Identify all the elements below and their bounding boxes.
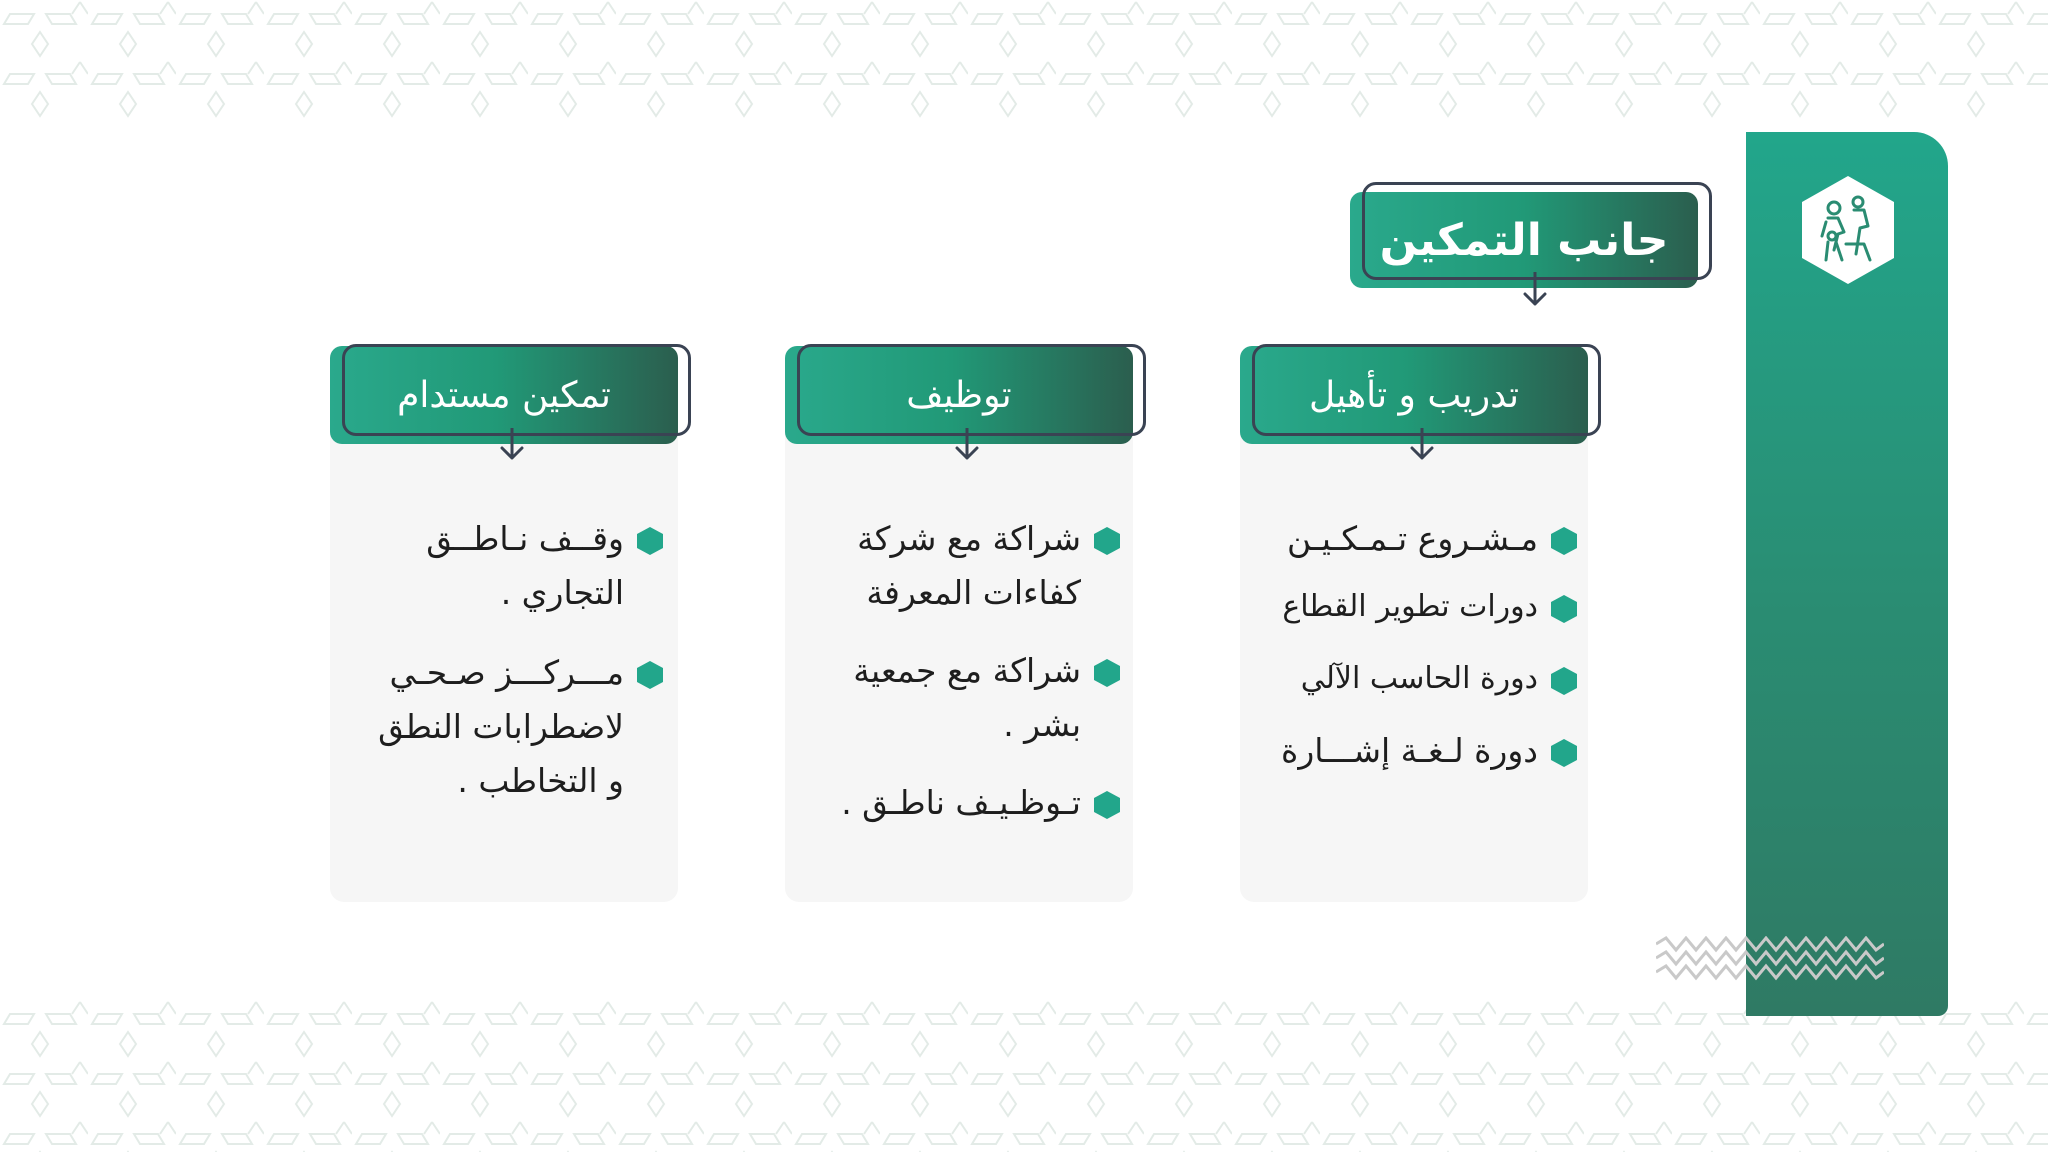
hexagon-bullet-icon (1550, 526, 1578, 556)
hexagon-bullet-icon (636, 526, 664, 556)
list-item: دورة الحاسب الآلي (1258, 652, 1578, 706)
hexagon-bullet-icon (1093, 526, 1121, 556)
column-list (1258, 512, 1578, 778)
people-hexagon-icon (1798, 174, 1898, 286)
column-title: توظيف (906, 374, 1012, 416)
list-item: شراكة مع شركة كفاءات المعرفة (821, 512, 1121, 620)
geometric-pattern-bottom (0, 1000, 2048, 1152)
section-title-tag (1350, 180, 1712, 308)
hexagon-bullet-icon (1093, 658, 1121, 688)
hexagon-bullet-icon (636, 660, 664, 690)
column-list (821, 512, 1121, 830)
list-item: مـشـروع تـمـكـيـن (1258, 512, 1578, 566)
list-item: مـــركـــز صـحـي لاضطرابات النطق و التخاطب . (364, 646, 664, 808)
column-training (1240, 346, 1590, 904)
geometric-pattern-top (0, 0, 2048, 120)
column-employment (785, 346, 1135, 904)
column-list (364, 512, 664, 808)
list-item: تـوظـيـف ناطـق . (821, 776, 1121, 830)
zigzag-decoration (1656, 936, 1884, 988)
column-sustainable (330, 346, 680, 904)
list-item: شراكة مع جمعية بشر . (821, 644, 1121, 752)
list-item: دورات تطوير القطاع (1258, 580, 1578, 634)
hexagon-bullet-icon (1550, 738, 1578, 768)
column-title: تدريب و تأهيل (1308, 374, 1520, 416)
hexagon-bullet-icon (1093, 790, 1121, 820)
list-item: دورة لـغـة إشـــارة (1258, 724, 1578, 778)
page-title: جانب التمكين (1379, 214, 1669, 266)
hexagon-bullet-icon (1550, 594, 1578, 624)
column-title: تمكين مستدام (397, 374, 611, 416)
hexagon-bullet-icon (1550, 666, 1578, 696)
list-item: وقــف نـاطــق التجاري . (364, 512, 664, 620)
